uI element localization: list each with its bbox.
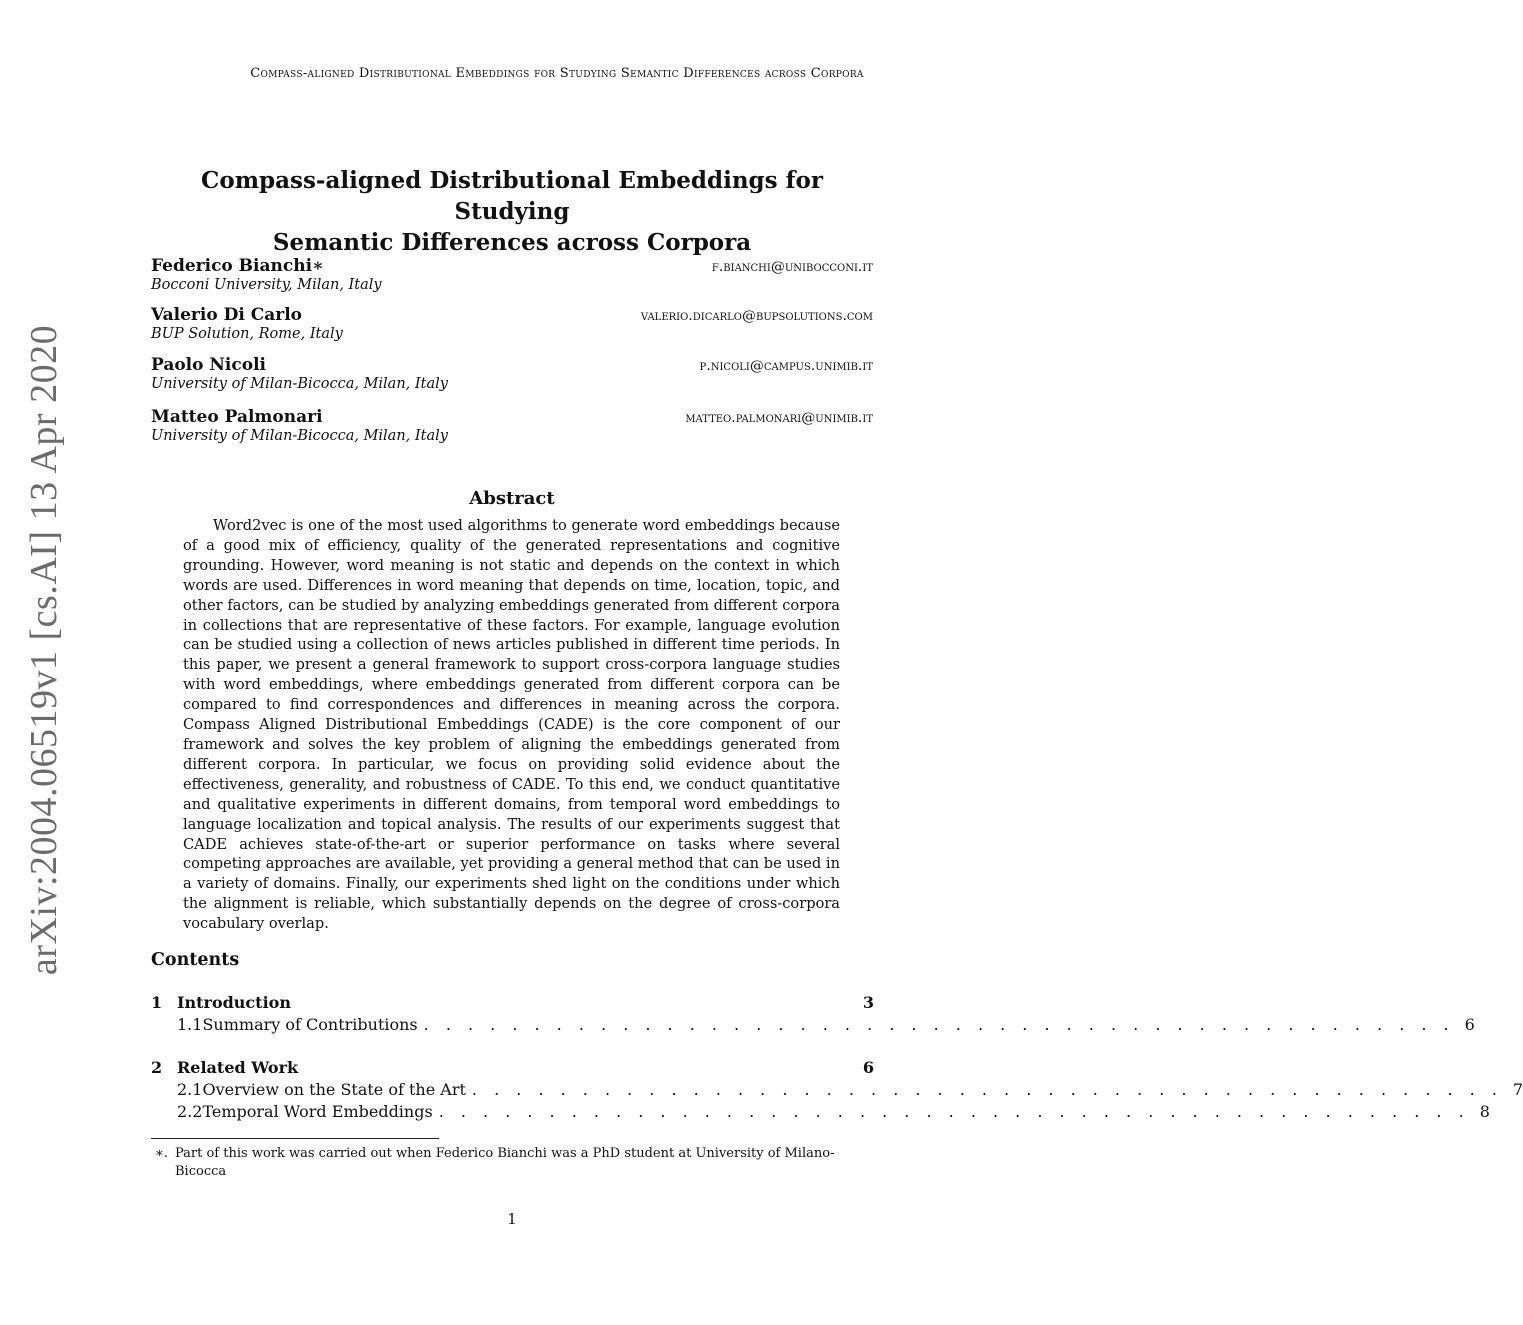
author-email: f.bianchi@unibocconi.it bbox=[711, 259, 873, 275]
author-affiliation: BUP Solution, Rome, Italy bbox=[151, 326, 343, 342]
toc-subsection-label: Temporal Word Embeddings bbox=[202, 1102, 433, 1121]
toc-subentry[interactable] bbox=[151, 1102, 1490, 1121]
footnote-mark: ∗. bbox=[155, 1146, 168, 1161]
author-block bbox=[151, 407, 873, 444]
author-name: Valerio Di Carlo bbox=[151, 305, 303, 325]
author-email: p.nicoli@campus.unimib.it bbox=[699, 358, 873, 374]
author-name: Matteo Palmonari bbox=[151, 407, 323, 427]
contents-heading: Contents bbox=[151, 950, 240, 970]
abstract-text: Word2vec is one of the most used algorithms to generate word embeddings because of a good mix of efficiency, quality of the generated representations and cognitive grounding. However, word meaning is not static and depends on the context in which words are used. Differences in word meaning that depends on time, location, topic, and other factors, can be studied by analyzing embeddings generated from different corpora in collections that are representative of these factors. For example, language evolution can be studied using a collection of news articles published in different time periods. In this paper, we present a general framework to support cross-corpora language studies with word embeddings, where embeddings generated from different corpora can be compared to find correspondences and differences in meaning across the corpora. Compass Aligned Distributional Embeddings (CADE) is the core component of our framework and solves the key problem of aligning the embeddings generated from different corpora. In particular, we focus on providing solid evidence about the effectiveness, generality, and robustness of CADE. To this end, we conduct quantitative and qualitative experiments in different domains, from temporal word embeddings to language localization and topical analysis. The results of our experiments suggest that CADE achieves state-of-the-art or superior performance on tasks where several competing approaches are available, yet providing a general method that can be used in a variety of domains. Finally, our experiments shed light on the conditions under which the alignment is reliable, which substantially depends on the degree of cross-corpora vocabulary overlap. bbox=[183, 517, 840, 933]
toc-subentry[interactable] bbox=[151, 1080, 1523, 1099]
arxiv-identifier-stamp: arXiv:2004.06519v1 [cs.AI] 13 Apr 2020 bbox=[23, 324, 65, 976]
toc-section-label: Introduction bbox=[177, 993, 291, 1012]
toc-section bbox=[151, 993, 1475, 1034]
author-block bbox=[151, 256, 873, 293]
toc-subsection-number: 2.2 bbox=[177, 1102, 203, 1121]
author-name: Paolo Nicoli bbox=[151, 355, 266, 375]
toc-page-number: 3 bbox=[862, 993, 874, 1012]
author-block bbox=[151, 305, 873, 342]
toc-entry[interactable] bbox=[151, 993, 874, 1012]
toc-page-number: 6 bbox=[1464, 1015, 1475, 1034]
toc-dot-leader: . . . . . . . . . . . . . . . . . . . . . . . . . . . . . . . . . . . . . . . . . . . . . . . bbox=[438, 1102, 1470, 1121]
paper-title bbox=[150, 165, 874, 258]
author-block bbox=[151, 355, 873, 392]
title-line-2: Semantic Differences across Corpora bbox=[272, 229, 752, 256]
title-line-1: Compass-aligned Distributional Embeddings for Studying bbox=[201, 167, 823, 225]
page-number: 1 bbox=[507, 1210, 517, 1228]
toc-subsection-label: Summary of Contributions bbox=[202, 1015, 418, 1034]
author-email: valerio.dicarlo@bupsolutions.com bbox=[640, 308, 873, 324]
toc-subentry[interactable] bbox=[151, 1015, 1475, 1034]
toc-dot-leader: . . . . . . . . . . . . . . . . . . . . . . . . . . . . . . . . . . . . . . . . . . . . . . . bbox=[471, 1080, 1503, 1099]
toc-dot-leader: . . . . . . . . . . . . . . . . . . . . . . . . . . . . . . . . . . . . . . . . . . . . . . . bbox=[423, 1015, 1455, 1034]
author-affiliation: University of Milan-Bicocca, Milan, Italy bbox=[151, 376, 448, 392]
footnote-divider bbox=[151, 1138, 439, 1139]
author-affiliation: University of Milan-Bicocca, Milan, Italy bbox=[151, 428, 448, 444]
toc-section-label: Related Work bbox=[177, 1058, 299, 1077]
toc-page-number: 7 bbox=[1512, 1080, 1523, 1099]
footnote-text-line-2: Bicocca bbox=[175, 1164, 227, 1179]
abstract-heading: Abstract bbox=[469, 488, 555, 509]
author-name: Federico Bianchi∗ bbox=[151, 256, 324, 276]
toc-section-number: 2 bbox=[151, 1058, 163, 1077]
toc-section bbox=[151, 1058, 1523, 1121]
author-affiliation: Bocconi University, Milan, Italy bbox=[151, 277, 382, 293]
toc-page-number: 6 bbox=[862, 1058, 874, 1077]
running-head: Compass-aligned Distributional Embeddings for Studying Semantic Differences across Corpora bbox=[250, 66, 864, 81]
footnote-text-line-1: Part of this work was carried out when Federico Bianchi was a PhD student at University of Milano- bbox=[175, 1146, 835, 1161]
toc-entry[interactable] bbox=[151, 1058, 874, 1077]
toc-section-number: 1 bbox=[151, 993, 163, 1012]
toc-subsection-label: Overview on the State of the Art bbox=[202, 1080, 466, 1099]
footnote bbox=[155, 1145, 874, 1181]
toc-page-number: 8 bbox=[1479, 1102, 1490, 1121]
toc-subsection-number: 1.1 bbox=[177, 1015, 203, 1034]
toc-subsection-number: 2.1 bbox=[177, 1080, 203, 1099]
author-email: matteo.palmonari@unimib.it bbox=[685, 410, 873, 426]
